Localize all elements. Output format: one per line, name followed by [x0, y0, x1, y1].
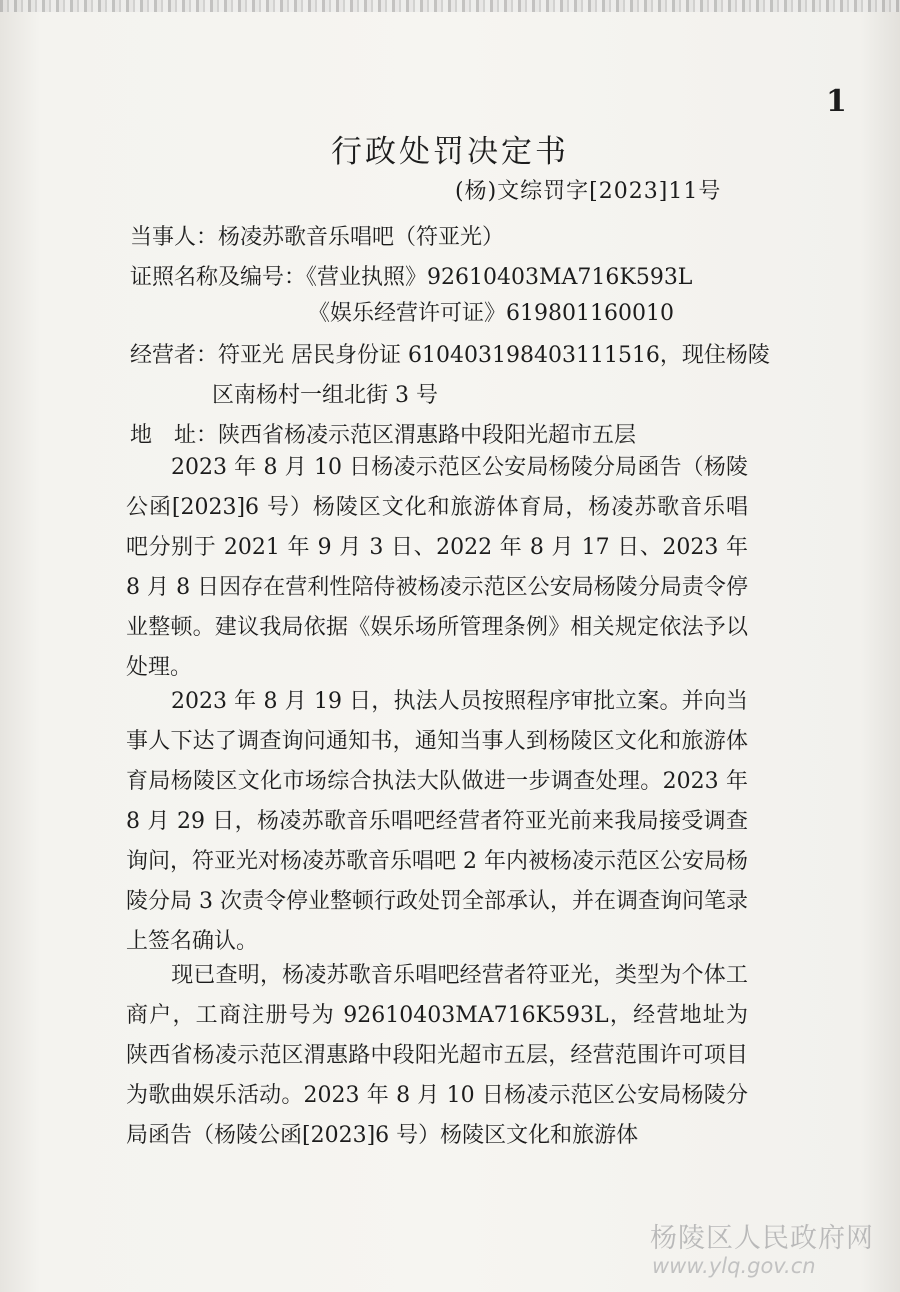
operator-line-2: 区南杨村一组北街 3 号 [212, 383, 438, 408]
address-line: 地 址：陕西省杨凌示范区渭惠路中段阳光超市五层 [130, 423, 637, 448]
operator-line-1: 经营者：符亚光 居民身份证 610403198403111516，现住杨陵 [130, 343, 770, 368]
watermark-site-url: www.ylq.gov.cn [652, 1254, 816, 1278]
party-line: 当事人：杨凌苏歌音乐唱吧（符亚光） [130, 225, 505, 250]
document-number: (杨)文综罚字[2023]11号 [455, 179, 722, 204]
scan-top-edge [0, 0, 900, 12]
page-number: 1 [826, 84, 847, 119]
license-line-2: 《娱乐经营许可证》619801160010 [308, 301, 674, 326]
document-title: 行政处罚决定书 [331, 134, 569, 170]
paragraph-2: 2023 年 8 月 19 日，执法人员按照程序审批立案。并向当事人下达了调查询问通知书，通知当事人到杨陵区文化和旅游体育局杨陵区文化市场综合执法大队做进一步调查处理。2023 年 8 月 29 日，杨凌苏歌音乐唱吧经营者符亚光前来我局接受调查询问，符亚光对杨凌苏歌音乐唱吧 2 年内被杨凌示范区公安局杨陵分局 3 次责令停业整顿行政处罚全部承认，并在调查询问笔录上签名确认。 [126, 689, 748, 954]
paragraph-3: 现已查明，杨凌苏歌音乐唱吧经营者符亚光，类型为个体工商户，工商注册号为 92610403MA716K593L，经营地址为陕西省杨凌示范区渭惠路中段阳光超市五层，经营范围许可项目为歌曲娱乐活动。2023 年 8 月 10 日杨凌示范区公安局杨陵分局函告（杨陵公函[2023]6 号）杨陵区文化和旅游体 [126, 963, 748, 1148]
license-line-1: 证照名称及编号：《营业执照》92610403MA716K593L [130, 265, 693, 290]
paragraph-1: 2023 年 8 月 10 日杨凌示范区公安局杨陵分局函告（杨陵公函[2023]6 号）杨陵区文化和旅游体育局，杨凌苏歌音乐唱吧分别于 2021 年 9 月 3 日、2022 年 8 月 17 日、2023 年 8 月 8 日因存在营利性陪侍被杨凌示范区公安局杨陵分局责令停业整顿。建议我局依据《娱乐场所管理条例》相关规定依法予以处理。 [126, 455, 748, 680]
watermark-site-name: 杨陵区人民政府网 [650, 1223, 874, 1254]
